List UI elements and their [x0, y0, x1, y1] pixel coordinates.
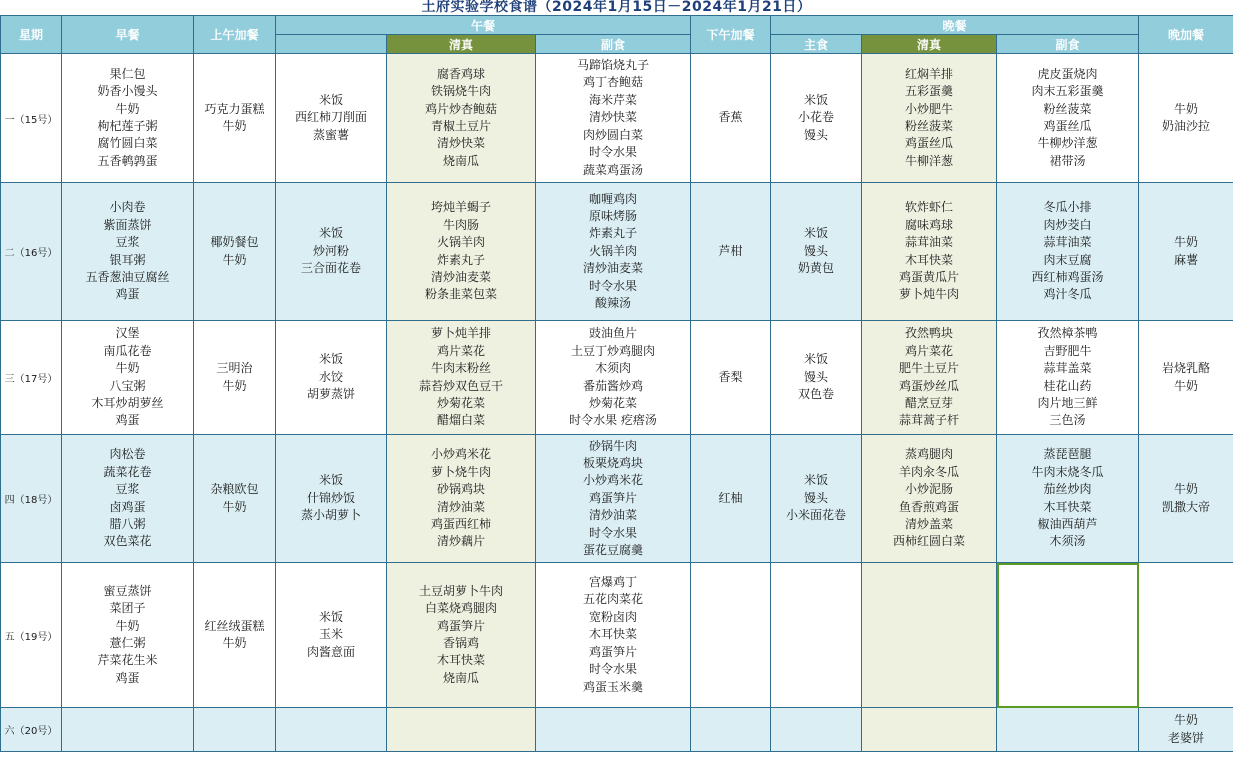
- dinner-staple-cell[interactable]: [771, 321, 862, 435]
- dinner-side-cell[interactable]: [997, 183, 1139, 321]
- menu-item: 火锅羊肉: [589, 243, 638, 258]
- menu-item: 蒸鸡腿肉: [905, 447, 954, 462]
- menu-item: 清炒盖菜: [905, 516, 954, 531]
- menu-item: 芹菜花生米: [97, 653, 158, 668]
- menu-item: 牛奶: [1174, 235, 1199, 250]
- menu-item: 鱼香煎鸡蛋: [899, 499, 960, 514]
- night-snack-cell[interactable]: [1139, 54, 1233, 183]
- menu-item: 三合面花卷: [300, 261, 361, 276]
- menu-item: 小炒肥牛: [905, 101, 954, 116]
- menu-item: 时令水果: [589, 278, 638, 293]
- menu-item: 西红柿鸡蛋汤: [1031, 269, 1104, 284]
- menu-item: 小炒鸡米花: [583, 473, 644, 488]
- menu-item: 鸡蛋: [115, 287, 140, 302]
- day-row: [1, 563, 1233, 708]
- menu-item: 粉条韭菜包菜: [424, 287, 497, 302]
- menu-item: 西红柿刀削面: [294, 110, 367, 125]
- menu-item: 腊八粥: [109, 516, 146, 531]
- menu-item: 蒸蜜薯: [312, 127, 349, 142]
- menu-item: 炸素丸子: [589, 226, 638, 241]
- menu-item: 牛奶: [1174, 482, 1199, 497]
- menu-item: 蒸小胡萝卜: [300, 508, 361, 523]
- menu-item: 米饭: [804, 226, 829, 241]
- menu-item: 酸辣汤: [595, 296, 632, 311]
- menu-item: 肉酱意面: [306, 644, 355, 659]
- menu-item: 牛奶: [222, 119, 247, 133]
- lunch-staple-cell[interactable]: [276, 54, 387, 183]
- weekday-cell[interactable]: 三（17号）: [1, 321, 62, 435]
- menu-item: 鸡片菜花: [905, 343, 954, 358]
- day-row: [1, 435, 1233, 563]
- menu-item: 香蕉: [718, 110, 743, 125]
- dinner-staple-cell[interactable]: [771, 183, 862, 321]
- menu-item: 薏仁粥: [109, 636, 146, 650]
- menu-item: 三色汤: [1049, 413, 1086, 428]
- menu-item: 牛肉肠: [442, 217, 479, 232]
- lunch-staple-cell[interactable]: [276, 708, 387, 752]
- lunch-side-cell[interactable]: [536, 563, 691, 708]
- menu-item: 醋烹豆芽: [905, 395, 954, 410]
- morning-snack-cell[interactable]: [194, 563, 276, 708]
- menu-item: 白菜烧鸡腿肉: [424, 601, 497, 616]
- menu-item: 双色卷: [798, 387, 835, 402]
- menu-item: 木耳快菜: [589, 627, 638, 642]
- menu-item: 鸡汁冬瓜: [1043, 287, 1092, 302]
- header-dinner-side: 副食: [997, 35, 1139, 54]
- menu-item: 双色菜花: [103, 534, 152, 549]
- dinner-side-cell[interactable]: [997, 435, 1139, 563]
- dinner-side-cell[interactable]: [997, 708, 1139, 752]
- menu-item: 吉野肥牛: [1043, 343, 1092, 358]
- menu-item: 小肉卷: [109, 200, 146, 215]
- menu-item: 肥牛土豆片: [899, 361, 960, 376]
- menu-item: 木耳快菜: [436, 653, 485, 668]
- menu-item: 清炒快菜: [589, 110, 638, 125]
- menu-item: 清炒快菜: [436, 136, 485, 151]
- breakfast-cell[interactable]: [62, 183, 194, 321]
- menu-item: 米饭: [804, 352, 829, 367]
- menu-item: 米饭: [318, 609, 343, 624]
- breakfast-cell[interactable]: [62, 435, 194, 563]
- menu-item: 孜然樟茶鸭: [1037, 326, 1098, 341]
- menu-item: 桂花山药: [1043, 378, 1092, 393]
- menu-item: 板栗烧鸡块: [583, 455, 644, 470]
- menu-item: 米饭: [318, 226, 343, 241]
- menu-item: 果仁包: [109, 66, 146, 81]
- menu-item: 木耳快菜: [1043, 499, 1092, 514]
- menu-item: 砂锅牛肉: [589, 438, 638, 453]
- menu-item: 鸡蛋丝瓜: [1043, 119, 1092, 133]
- lunch-staple-cell[interactable]: [276, 321, 387, 435]
- menu-item: 枸杞莲子粥: [97, 119, 158, 133]
- menu-title: 土府实验学校食谱（2024年1月15日－2024年1月21日）: [421, 0, 812, 15]
- menu-item: 蛋花豆腐羹: [583, 543, 644, 558]
- menu-item: 馒头: [804, 243, 829, 258]
- header-breakfast: 早餐: [62, 16, 194, 54]
- menu-item: 咖喱鸡肉: [589, 191, 638, 206]
- menu-item: 蔬菜花卷: [103, 464, 152, 479]
- menu-item: 原味烤肠: [589, 208, 638, 223]
- menu-item: 什锦炒饭: [306, 490, 355, 505]
- header-lunch-side: 副食: [536, 35, 691, 54]
- menu-item: 鸡蛋丝瓜: [905, 136, 954, 151]
- dinner-halal-cell[interactable]: [862, 563, 997, 708]
- menu-item: 椰奶餐包: [210, 235, 259, 250]
- lunch-staple-cell[interactable]: [276, 435, 387, 563]
- menu-item: 牛柳洋葱: [905, 153, 954, 168]
- header-lunch-halal: 清真: [387, 35, 536, 54]
- menu-item: 海米芹菜: [589, 92, 638, 107]
- menu-item: 米饭: [318, 92, 343, 107]
- night-snack-cell[interactable]: [1139, 435, 1233, 563]
- menu-item: 萝卜烧牛肉: [430, 464, 491, 479]
- afternoon-snack-cell[interactable]: [691, 563, 771, 708]
- menu-item: 番茄酱炒鸡: [583, 378, 644, 393]
- menu-item: 腐竹圆白菜: [97, 136, 158, 151]
- menu-item: 小米面花卷: [786, 508, 847, 523]
- header-dinner-staple: 主食: [771, 35, 862, 54]
- menu-item: 五香葱油豆腐丝: [85, 269, 170, 284]
- day-row: [1, 183, 1233, 321]
- afternoon-snack-cell[interactable]: [691, 321, 771, 435]
- menu-item: 清炒油菜: [436, 499, 485, 514]
- menu-item: 粉丝菠菜: [1043, 101, 1092, 116]
- menu-item: 牛奶: [1174, 713, 1199, 728]
- menu-item: 时令水果: [589, 525, 638, 540]
- menu-item: 奶油沙拉: [1162, 119, 1211, 133]
- menu-item: 茄丝炒肉: [1043, 482, 1092, 497]
- menu-item: 西柿红圆白菜: [893, 534, 966, 549]
- menu-item: 米饭: [804, 92, 829, 107]
- menu-item: 牛奶: [115, 618, 140, 633]
- header-weekday: 星期: [1, 16, 62, 54]
- afternoon-snack-cell[interactable]: [691, 183, 771, 321]
- menu-item: 凯撒大帝: [1162, 499, 1211, 514]
- menu-item: 牛肉末烧冬瓜: [1031, 464, 1104, 479]
- night-snack-cell[interactable]: [1139, 183, 1233, 321]
- breakfast-cell[interactable]: [62, 708, 194, 752]
- menu-item: 烧南瓜: [442, 670, 479, 685]
- menu-item: 木须肉: [595, 361, 632, 376]
- menu-item: 牛柳炒洋葱: [1037, 136, 1098, 151]
- day-row: [1, 708, 1233, 752]
- weekday-cell[interactable]: 五（19号）: [1, 563, 62, 708]
- menu-item: 红焖羊排: [905, 66, 954, 81]
- breakfast-cell[interactable]: [62, 563, 194, 708]
- menu-item: 清炒油麦菜: [430, 269, 491, 284]
- menu-item: 青椒土豆片: [430, 119, 491, 133]
- menu-item: 清炒藕片: [436, 534, 485, 549]
- menu-item: 馒头: [804, 127, 829, 142]
- menu-item: 宫爆鸡丁: [589, 575, 638, 590]
- menu-item: 肉末五彩蛋羹: [1031, 84, 1104, 99]
- menu-item: 时令水果 疙瘩汤: [569, 413, 657, 428]
- menu-item: 肉片地三鲜: [1037, 395, 1098, 410]
- menu-item: 冬瓜小排: [1043, 200, 1092, 215]
- menu-item: 三明治: [216, 361, 253, 376]
- menu-item: 肉松卷: [109, 447, 146, 462]
- menu-item: 老婆饼: [1168, 730, 1205, 745]
- menu-item: 银耳粥: [109, 252, 146, 267]
- menu-item: 鸡蛋: [115, 413, 140, 428]
- dinner-side-cell[interactable]: [997, 563, 1139, 708]
- menu-item: 鸡蛋: [115, 670, 140, 685]
- menu-item: 萝卜炖牛肉: [899, 287, 960, 302]
- menu-item: 水饺: [318, 369, 343, 384]
- dinner-halal-cell[interactable]: [862, 321, 997, 435]
- header-night-snack: 晚加餐: [1139, 16, 1233, 54]
- menu-item: 牛奶: [222, 499, 247, 514]
- menu-item: 红柚: [718, 490, 743, 505]
- weekday-cell[interactable]: 四（18号）: [1, 435, 62, 563]
- menu-item: 砂锅鸡块: [436, 482, 485, 497]
- menu-item: 清炒油菜: [589, 508, 638, 523]
- menu-item: 菜团子: [109, 601, 146, 616]
- header-morning-snack: 上午加餐: [194, 16, 276, 54]
- menu-item: 蒜茸蒿子杆: [899, 413, 960, 428]
- menu-item: 鸡丁杏鲍菇: [583, 75, 644, 90]
- menu-item: 小花卷: [798, 110, 835, 125]
- menu-item: 马蹄馅烧丸子: [577, 58, 650, 73]
- menu-item: 牛肉末粉丝: [430, 361, 491, 376]
- dinner-staple-cell[interactable]: [771, 708, 862, 752]
- menu-item: 木耳炒胡萝丝: [91, 395, 164, 410]
- menu-item: 卤鸡蛋: [109, 499, 146, 514]
- menu-item: 米饭: [318, 473, 343, 488]
- afternoon-snack-cell[interactable]: [691, 54, 771, 183]
- menu-item: 土豆丁炒鸡腿肉: [571, 343, 656, 358]
- menu-item: 小炒泥肠: [905, 482, 954, 497]
- menu-item: 铁锅烧牛肉: [430, 84, 491, 99]
- dinner-halal-cell[interactable]: [862, 708, 997, 752]
- menu-item: 土豆胡萝卜牛肉: [418, 583, 503, 598]
- menu-item: 烧南瓜: [442, 153, 479, 168]
- menu-item: 炒河粉: [312, 243, 349, 258]
- breakfast-cell[interactable]: [62, 321, 194, 435]
- lunch-staple-cell[interactable]: [276, 563, 387, 708]
- menu-item: 鸡蛋西红柿: [430, 516, 491, 531]
- lunch-side-cell[interactable]: [536, 708, 691, 752]
- lunch-side-cell[interactable]: [536, 54, 691, 183]
- menu-item: 蒜茸油菜: [1043, 235, 1092, 250]
- menu-item: 炸素丸子: [436, 252, 485, 267]
- dinner-staple-cell[interactable]: [771, 563, 862, 708]
- menu-item: 鸡蛋黄瓜片: [899, 269, 960, 284]
- menu-item: 火锅羊肉: [436, 235, 485, 250]
- morning-snack-cell[interactable]: [194, 708, 276, 752]
- menu-item: 蒜苔炒双色豆干: [418, 378, 503, 393]
- menu-item: 蜜豆蒸饼: [103, 583, 152, 598]
- menu-item: 奶黄包: [798, 261, 835, 276]
- night-snack-cell[interactable]: [1139, 321, 1233, 435]
- menu-item: 紫面蒸饼: [103, 217, 152, 232]
- day-row: [1, 321, 1233, 435]
- menu-item: 腐香鸡球: [436, 66, 485, 81]
- menu-item: 蒜茸盖菜: [1043, 361, 1092, 376]
- menu-item: 牛奶: [222, 378, 247, 393]
- menu-item: 肉炒茭白: [1043, 217, 1092, 232]
- menu-item: 宽粉卤肉: [589, 609, 638, 624]
- menu-item: 胡萝蒸饼: [306, 387, 355, 402]
- morning-snack-cell[interactable]: [194, 435, 276, 563]
- menu-item: 香梨: [718, 369, 743, 384]
- menu-item: 鸡蛋笋片: [436, 618, 485, 633]
- menu-item: 芦柑: [718, 243, 743, 258]
- menu-item: 巧克力蛋糕: [204, 101, 265, 116]
- header-lunch: 午餐: [276, 16, 691, 35]
- dinner-halal-cell[interactable]: [862, 183, 997, 321]
- menu-item: 南瓜花卷: [103, 343, 152, 358]
- menu-item: 木须汤: [1049, 534, 1086, 549]
- menu-item: 麻薯: [1174, 252, 1199, 267]
- lunch-halal-cell[interactable]: [387, 708, 536, 752]
- menu-item: 腐味鸡球: [905, 217, 954, 232]
- menu-item: 牛奶: [115, 361, 140, 376]
- menu-item: 八宝粥: [109, 378, 146, 393]
- menu-item: 垮炖羊蝎子: [430, 200, 491, 215]
- menu-item: 奶香小馒头: [97, 84, 158, 99]
- afternoon-snack-cell[interactable]: [691, 435, 771, 563]
- lunch-halal-cell[interactable]: [387, 435, 536, 563]
- menu-item: 鸡蛋炒丝瓜: [899, 378, 960, 393]
- menu-item: 时令水果: [589, 145, 638, 160]
- menu-item: 鸡蛋玉米羹: [583, 679, 644, 694]
- menu-item: 豆浆: [115, 482, 140, 497]
- menu-item: 小炒鸡米花: [430, 447, 491, 462]
- menu-item: 鸡片菜花: [436, 343, 485, 358]
- menu-item: 牛奶: [1174, 101, 1199, 116]
- menu-item: 蒸琵琶腿: [1043, 447, 1092, 462]
- menu-item: 五香鹌鹑蛋: [97, 153, 158, 168]
- weekday-cell[interactable]: 二（16号）: [1, 183, 62, 321]
- afternoon-snack-cell[interactable]: [691, 708, 771, 752]
- menu-item: 豆浆: [115, 235, 140, 250]
- menu-item: 红丝绒蛋糕: [204, 618, 265, 633]
- header-lunch-staple: [276, 35, 387, 54]
- breakfast-cell[interactable]: [62, 54, 194, 183]
- lunch-halal-cell[interactable]: [387, 54, 536, 183]
- menu-item: 炒菊花菜: [436, 395, 485, 410]
- menu-item: 醋熘白菜: [436, 413, 485, 428]
- dinner-staple-cell[interactable]: [771, 435, 862, 563]
- menu-item: 馒头: [804, 369, 829, 384]
- lunch-halal-cell[interactable]: [387, 321, 536, 435]
- menu-item: 五花肉菜花: [583, 592, 644, 607]
- night-snack-cell[interactable]: [1139, 563, 1233, 708]
- night-snack-cell[interactable]: [1139, 708, 1233, 752]
- dinner-staple-cell[interactable]: [771, 54, 862, 183]
- menu-item: 粉丝菠菜: [905, 119, 954, 133]
- menu-item: 软炸虾仁: [905, 200, 954, 215]
- menu-item: 清炒油麦菜: [583, 261, 644, 276]
- weekday-cell[interactable]: 一（15号）: [1, 54, 62, 183]
- header-dinner: 晚餐: [771, 16, 1139, 35]
- dinner-side-cell[interactable]: [997, 321, 1139, 435]
- menu-table: [0, 15, 1233, 752]
- menu-item: 虎皮蛋烧肉: [1037, 66, 1098, 81]
- menu-item: 香锅鸡: [442, 636, 479, 650]
- menu-item: 米饭: [804, 473, 829, 488]
- menu-item: 鸡蛋笋片: [589, 490, 638, 505]
- menu-item: 馒头: [804, 490, 829, 505]
- menu-item: 鸡片炒杏鲍菇: [424, 101, 497, 116]
- menu-item: 裙带汤: [1049, 153, 1086, 168]
- menu-item: 肉末豆腐: [1043, 252, 1092, 267]
- menu-item: 牛奶: [222, 252, 247, 267]
- menu-item: 椒油西葫芦: [1037, 516, 1098, 531]
- menu-item: 肉炒圆白菜: [583, 127, 644, 142]
- menu-item: 杂粮欧包: [210, 482, 259, 497]
- lunch-halal-cell[interactable]: [387, 563, 536, 708]
- menu-item: 牛奶: [1174, 378, 1199, 393]
- morning-snack-cell[interactable]: [194, 54, 276, 183]
- dinner-side-cell[interactable]: [997, 54, 1139, 183]
- header-dinner-halal: 清真: [862, 35, 997, 54]
- menu-item: 孜然鸭块: [905, 326, 954, 341]
- menu-item: 鸡蛋笋片: [589, 644, 638, 659]
- menu-item: 蔬菜鸡蛋汤: [583, 162, 644, 177]
- morning-snack-cell[interactable]: [194, 321, 276, 435]
- menu-item: 玉米: [318, 627, 343, 642]
- menu-item: 岩烧乳酪: [1162, 361, 1211, 376]
- dinner-halal-cell[interactable]: [862, 435, 997, 563]
- day-row: [1, 54, 1233, 183]
- weekday-cell[interactable]: 六（20号）: [1, 708, 62, 752]
- morning-snack-cell[interactable]: [194, 183, 276, 321]
- lunch-side-cell[interactable]: [536, 435, 691, 563]
- menu-item: 牛奶: [222, 636, 247, 650]
- lunch-side-cell[interactable]: [536, 183, 691, 321]
- lunch-staple-cell[interactable]: [276, 183, 387, 321]
- menu-item: 米饭: [318, 352, 343, 367]
- menu-item: 木耳快菜: [905, 252, 954, 267]
- menu-item: 牛奶: [115, 101, 140, 116]
- menu-item: 汉堡: [115, 326, 140, 341]
- dinner-halal-cell[interactable]: [862, 54, 997, 183]
- menu-item: 羊肉汆冬瓜: [899, 464, 960, 479]
- menu-item: 豉油鱼片: [589, 326, 638, 341]
- header-afternoon-snack: 下午加餐: [691, 16, 771, 54]
- menu-item: 蒜茸油菜: [905, 235, 954, 250]
- menu-item: 五彩蛋羹: [905, 84, 954, 99]
- lunch-side-cell[interactable]: [536, 321, 691, 435]
- menu-item: 时令水果: [589, 662, 638, 677]
- menu-item: 炒菊花菜: [589, 395, 638, 410]
- lunch-halal-cell[interactable]: [387, 183, 536, 321]
- menu-item: 萝卜炖羊排: [430, 326, 491, 341]
